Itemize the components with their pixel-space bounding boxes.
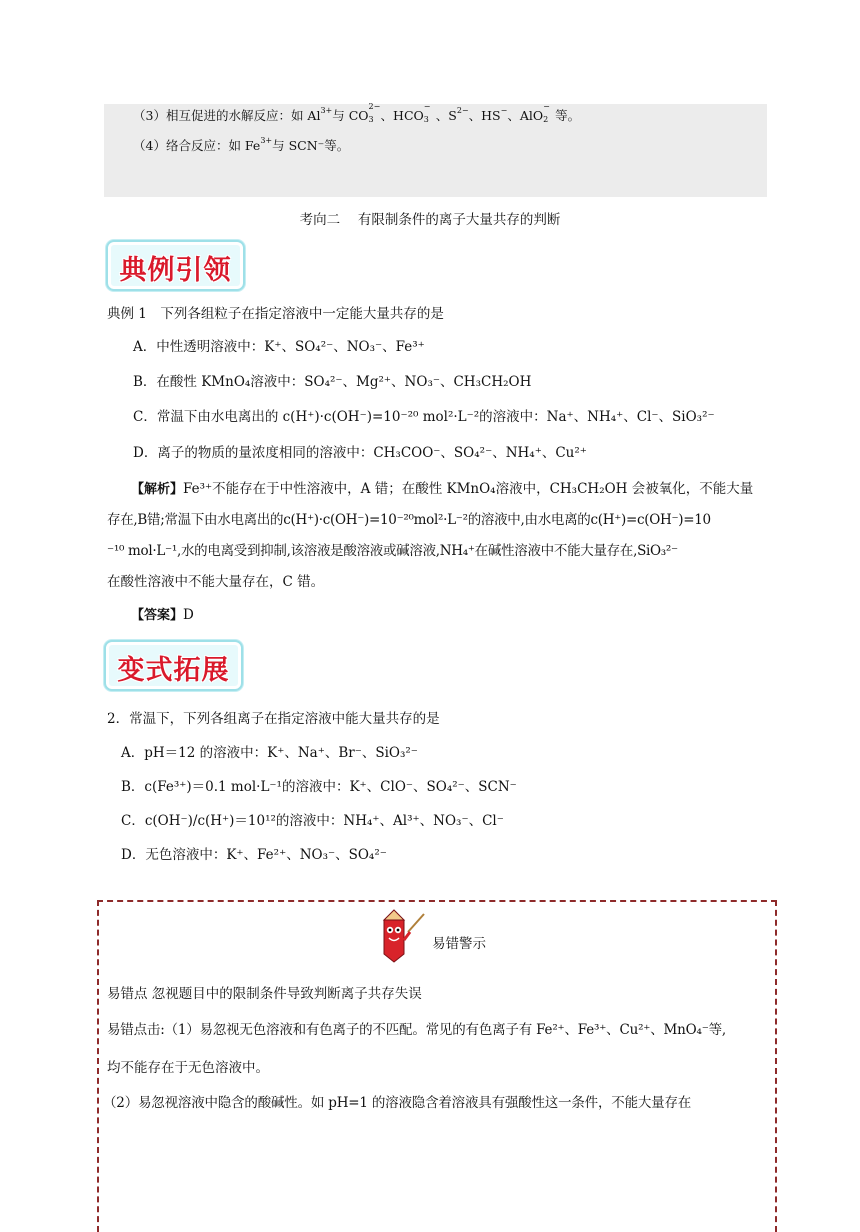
analysis-line-1: 【解析】Fe³⁺不能存在于中性溶液中，A 错；在酸性 KMnO₄溶液中，CH₃CH₂OH 会被氧化，不能大量 xyxy=(131,481,754,497)
analysis-line-4: 在酸性溶液中不能大量存在，C 错。 xyxy=(107,574,325,590)
example-option-d: D．离子的物质的量浓度相同的溶液中：CH₃COO⁻、SO₄²⁻、NH₄⁺、Cu²⁺ xyxy=(133,445,587,461)
example-option-c: C．常温下由水电离出的 c(H⁺)·c(OH⁻)=10⁻²⁰ mol²·L⁻²的溶液中：Na⁺、NH₄⁺、Cl⁻、SiO₃²⁻ xyxy=(133,409,715,425)
exercise-option-c: C．c(OH⁻)/c(H⁺)＝10¹²的溶液中：NH₄⁺、Al³⁺、NO₃⁻、Cl⁻ xyxy=(121,813,504,829)
warning-detail-2: 均不能存在于无色溶液中。 xyxy=(107,1060,269,1076)
exercise-option-b: B．c(Fe³⁺)＝0.1 mol·L⁻¹的溶液中：K⁺、ClO⁻、SO₄²⁻、SCN⁻ xyxy=(121,779,517,795)
warning-detail-3: （2）易忽视溶液中隐含的酸碱性。如 pH=1 的溶液隐含着溶液具有强酸性这一条件，不能大量存在 xyxy=(103,1095,692,1111)
exercise-stem: 2．常温下，下列各组离子在指定溶液中能大量共存的是 xyxy=(107,711,440,727)
exercise-option-a: A．pH＝12 的溶液中：K⁺、Na⁺、Br⁻、SiO₃²⁻ xyxy=(121,745,418,761)
section-title: 考向二 有限制条件的离子大量共存的判断 xyxy=(299,212,561,228)
warning-point: 易错点 忽视题目中的限制条件导致判断离子共存失误 xyxy=(107,986,422,1002)
example-option-b: B．在酸性 KMnO₄溶液中：SO₄²⁻、Mg²⁺、NO₃⁻、CH₃CH₂OH xyxy=(133,374,532,390)
example-badge: 典例引领 xyxy=(106,240,245,291)
answer-value: D xyxy=(183,607,194,623)
pencil-mascot-icon xyxy=(378,908,428,964)
analysis-line-2: 存在,B错;常温下由水电离出的c(H⁺)·c(OH⁻)=10⁻²⁰mol²·L⁻²的溶液中,由水电离的c(H⁺)=c(OH⁻)=10 xyxy=(107,512,711,528)
exercise-option-d: D．无色溶液中：K⁺、Fe²⁺、NO₃⁻、SO₄²⁻ xyxy=(121,847,387,863)
example-option-a: A．中性透明溶液中：K⁺、SO₄²⁻、NO₃⁻、Fe³⁺ xyxy=(133,339,425,355)
analysis-label: 【解析】 xyxy=(131,482,184,497)
intro-item-3: （3）相互促进的水解反应：如 $Al^{3+}$与 CO 2− 3 、HCO − 3 、$S^{2-}$、HS−、AlO − 2 等。 xyxy=(133,102,581,124)
intro-item-4: （4）络合反应：如 $Fe^{3+}$与 SCN⁻等。 xyxy=(133,136,350,153)
warning-detail-1: 易错点击:（1）易忽视无色溶液和有色离子的不匹配。常见的有色离子有 Fe²⁺、Fe³⁺、Cu²⁺、MnO₄⁻等, xyxy=(107,1022,727,1038)
answer-label: 【答案】 xyxy=(131,608,184,623)
answer-line xyxy=(131,604,194,623)
exercise-badge: 变式拓展 xyxy=(104,640,243,691)
example-stem: 典例 1 下列各组粒子在指定溶液中一定能大量共存的是 xyxy=(107,306,444,322)
warning-title: 易错警示 xyxy=(432,936,486,952)
analysis-line-3: ⁻¹⁰ mol·L⁻¹,水的电离受到抑制,该溶液是酸溶液或碱溶液,NH₄⁺在碱性溶液中不能大量存在,SiO₃²⁻ xyxy=(107,543,678,559)
